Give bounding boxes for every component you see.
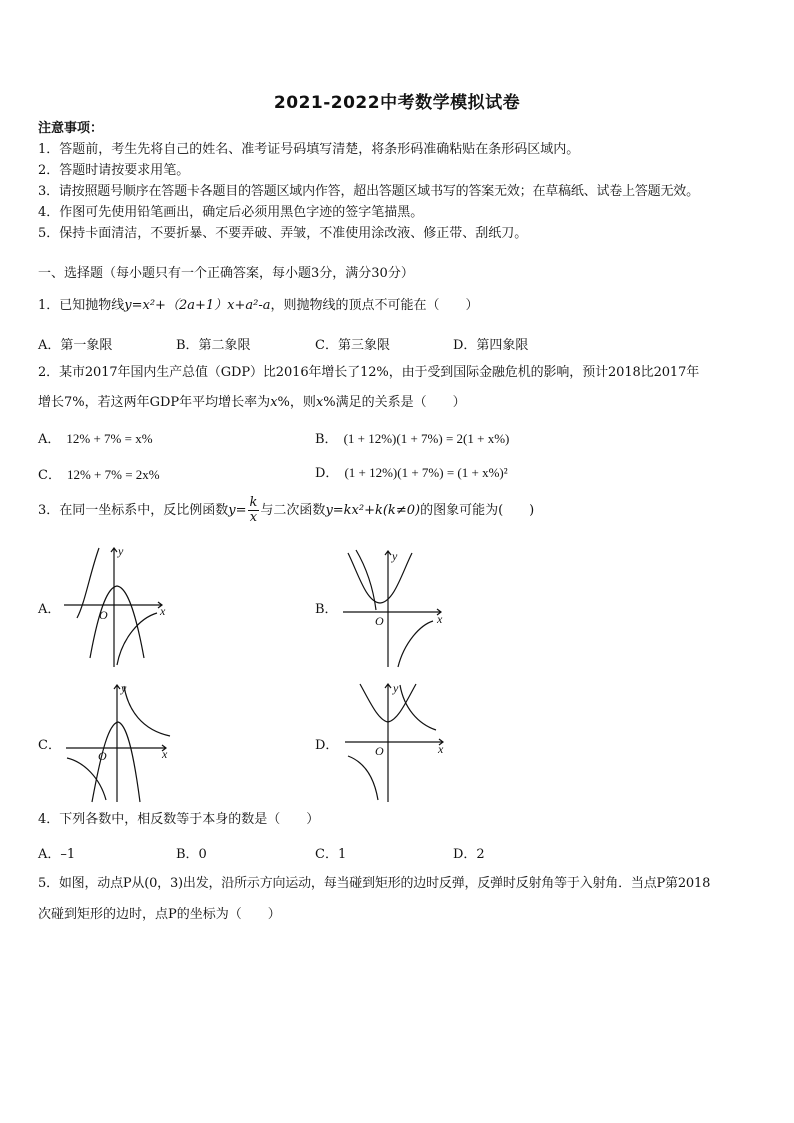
notice-item: 1．答题前，考生先将自己的姓名、准考证号码填写清楚，将条形码准确粘贴在条形码区域内。 [38, 142, 580, 157]
hyperbola-branch [398, 621, 433, 667]
q3-formula: y=kx²+k(k≠0) [325, 503, 421, 518]
x-axis-label: x [162, 747, 168, 761]
parabola-curve [348, 553, 412, 603]
q1-option-a: A．第一象限 [38, 338, 113, 353]
section-heading: 一、选择题（每小题只有一个正确答案，每小题3分，满分30分） [38, 266, 414, 281]
x-axis-label: x [437, 612, 443, 626]
q2-var: x [270, 395, 278, 410]
q3-graph-d [340, 680, 452, 805]
q2-option-label: B． [315, 432, 338, 447]
q4-option-c: C．1 [315, 847, 347, 862]
q3-middle: 与二次函数 [260, 503, 326, 518]
q1-option-c: C．第三象限 [315, 338, 390, 353]
notice-item: 4．作图可先使用铅笔画出，确定后必须用黑色字迹的签字笔描黑。 [38, 205, 424, 220]
q2-option-a [38, 428, 153, 447]
question-2-line2 [38, 394, 466, 412]
q3-option-c-label: C． [38, 738, 61, 753]
question-5-line2: 次碰到矩形的边时，点P的坐标为（ ） [38, 907, 281, 922]
question-2-line1: 2．某市2017年国内生产总值（GDP）比2016年增长了12%，由于受到国际金融危机的影响，预计2018比2017年 [38, 365, 700, 380]
origin-label: O [375, 744, 384, 758]
q1-option-d: D．第四象限 [453, 338, 529, 353]
q3-fraction [248, 496, 260, 525]
question-1-stem [38, 297, 478, 315]
hyperbola-branch [400, 685, 436, 730]
hyperbola-branch [124, 686, 170, 736]
q3-frac-num: k [249, 495, 258, 510]
q3-frac-den: x [249, 510, 258, 525]
notice-item: 2．答题时请按要求用笔。 [38, 163, 190, 178]
q2-line2c: %满足的关系是（ ） [323, 395, 466, 410]
q2-option-label: C． [38, 468, 61, 483]
notice-item: 5．保持卡面清洁，不要折暴、不要弄破、弄皱，不准使用涂改液、修正带、刮纸刀。 [38, 226, 528, 241]
q3-option-a-label: A． [38, 602, 61, 617]
q3-option-d-label: D． [315, 738, 339, 753]
question-3-stem [38, 496, 534, 525]
y-axis-label: y [392, 549, 398, 563]
q2-option-d [315, 462, 508, 481]
y-axis-label: y [393, 681, 399, 695]
q2-line2b: %，则 [277, 395, 316, 410]
page-title: 2021-2022中考数学模拟试卷 [273, 93, 521, 113]
q2-option-expr: 12% + 7% = x% [66, 431, 153, 446]
q2-var: x [315, 395, 324, 410]
q2-option-c [38, 464, 160, 483]
q2-option-expr: 12% + 7% = 2x% [66, 467, 160, 482]
question-4-stem: 4．下列各数中，相反数等于本身的数是（ ） [38, 812, 320, 827]
q2-option-label: A． [38, 432, 61, 447]
y-axis-label: y [118, 544, 124, 558]
q4-option-a: A．–1 [38, 847, 76, 862]
q1-option-b: B．第二象限 [176, 338, 251, 353]
origin-label: O [98, 749, 107, 763]
q1-prefix: 1．已知抛物线 [38, 298, 125, 313]
q1-suffix: ，则抛物线的顶点不可能在（ ） [270, 298, 479, 313]
question-5-line1: 5．如图，动点P从(0，3)出发，沿所示方向运动，每当碰到矩形的边时反弹，反弹时反射角等于入射角．当点P第2018 [38, 876, 711, 891]
q2-option-label: D． [315, 466, 339, 481]
q3-graph-c [62, 680, 177, 805]
notice-item: 3．请按照题号顺序在答题卡各题目的答题区域内作答，超出答题区域书写的答案无效；在草稿纸、试卷上答题无效。 [38, 184, 699, 199]
x-axis-label: x [438, 742, 444, 756]
q2-option-b [315, 428, 509, 447]
hyperbola-branch [356, 550, 376, 610]
q3-option-b-label: B． [315, 602, 338, 617]
origin-label: O [375, 614, 384, 628]
q3-lhs: y= [228, 503, 247, 518]
q2-line2a: 增长7%，若这两年GDP年平均增长率为 [38, 395, 271, 410]
q2-option-expr: (1 + 12%)(1 + 7%) = (1 + x%)² [344, 465, 508, 480]
q4-option-b: B．0 [176, 847, 207, 862]
q3-graph-b [338, 545, 450, 670]
notice-heading: 注意事项： [38, 121, 104, 136]
origin-label: O [99, 608, 108, 622]
hyperbola-branch [348, 756, 378, 800]
q4-option-d: D．2 [453, 847, 485, 862]
q3-graph-a [62, 543, 172, 668]
x-axis-label: x [160, 604, 166, 618]
hyperbola-branch [77, 548, 99, 618]
parabola-curve [90, 586, 144, 658]
q2-option-expr: (1 + 12%)(1 + 7%) = 2(1 + x%) [343, 431, 510, 446]
y-axis-label: y [121, 681, 127, 695]
q1-formula: y=x²+（2a+1）x+a²-a [124, 298, 271, 313]
q3-suffix: 的图象可能为( ) [420, 503, 535, 518]
q3-prefix: 3．在同一坐标系中，反比例函数 [38, 503, 229, 518]
hyperbola-branch [117, 613, 157, 665]
